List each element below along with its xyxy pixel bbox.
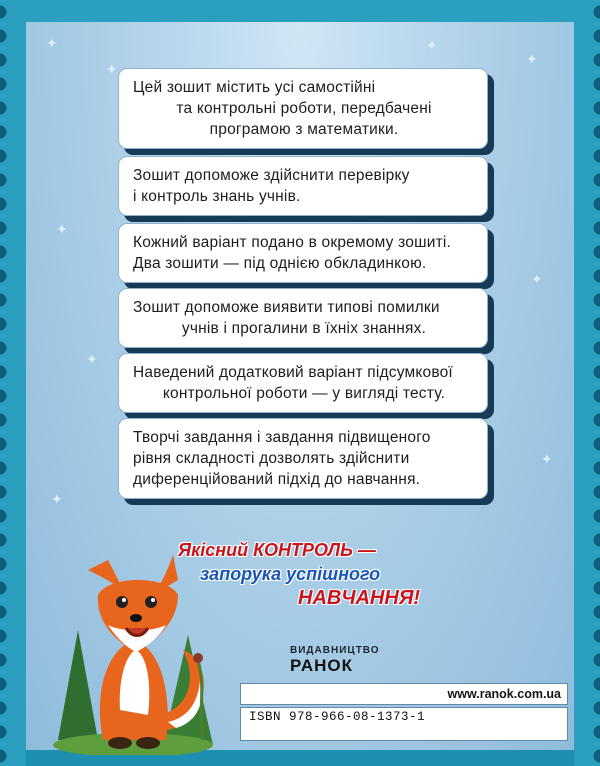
slogan-line-3: НАВЧАННЯ! [298,587,421,609]
info-line: учнів і прогалини в їхніх знаннях. [181,320,427,337]
info-line: Наведений додатковий варіант підсумкової [133,364,453,381]
fox-eye [145,596,157,608]
info-line: рівня складності дозволять здійснити [133,450,410,467]
info-line: Цей зошит містить усі самостійні [133,79,376,96]
info-block-5 [118,353,488,413]
info-line: Творчі завдання і завдання підвищеного [133,429,431,446]
info-block-4 [118,288,488,348]
isbn-box [240,707,568,741]
fox-paw [136,737,160,749]
publisher-logo [290,645,380,676]
berry-shape [193,653,203,663]
star-icon: ✦ [86,351,98,367]
info-line: Кожний варіант подано в окремому зошиті. [133,234,452,251]
left-scalloped-border [0,0,26,766]
star-icon: ✦ [526,51,538,67]
info-line: і контроль знань учнів. [133,188,301,205]
info-block-2 [118,156,488,216]
info-block-6 [118,418,488,499]
slogan-line-2: запорука успішного [200,564,381,584]
tree-shape [58,630,98,740]
publisher-name: РАНОК [290,656,353,675]
info-line: Два зошити — під однією обкладинкою. [133,255,427,272]
star-icon: ✦ [51,491,63,507]
isbn-text: ISBN 978-966-08-1373-1 [249,710,426,724]
right-scalloped-border [574,0,600,766]
fox-eye [116,596,128,608]
slogan-line-1: Якісний КОНТРОЛЬ — [178,540,376,560]
publisher-label: ВИДАВНИЦТВО [290,645,380,656]
info-block-3 [118,223,488,283]
info-line: та контрольні роботи, передбачені [176,100,432,117]
info-line: контрольної роботи — у вигляді тесту. [162,385,446,402]
star-icon: ✦ [426,37,438,53]
slogan [178,538,423,610]
info-line: Зошит допоможе здійснити перевірку [133,167,410,184]
star-icon: ✦ [541,451,553,467]
star-icon: ✦ [531,271,543,287]
fox-nose [130,614,142,622]
fox-paw [108,737,132,749]
info-line: програмою з математики. [209,121,399,138]
website-address: www.ranok.com.ua [240,683,568,705]
star-icon: ✦ [46,35,58,51]
info-line: Зошит допоможе виявити типові помилки [133,299,440,316]
star-icon: ✦ [56,221,68,237]
star-icon: ✦ [106,61,118,77]
info-block-1 [118,68,488,149]
info-line: диференційований підхід до навчання. [133,471,421,488]
bottom-border [0,0,600,16]
